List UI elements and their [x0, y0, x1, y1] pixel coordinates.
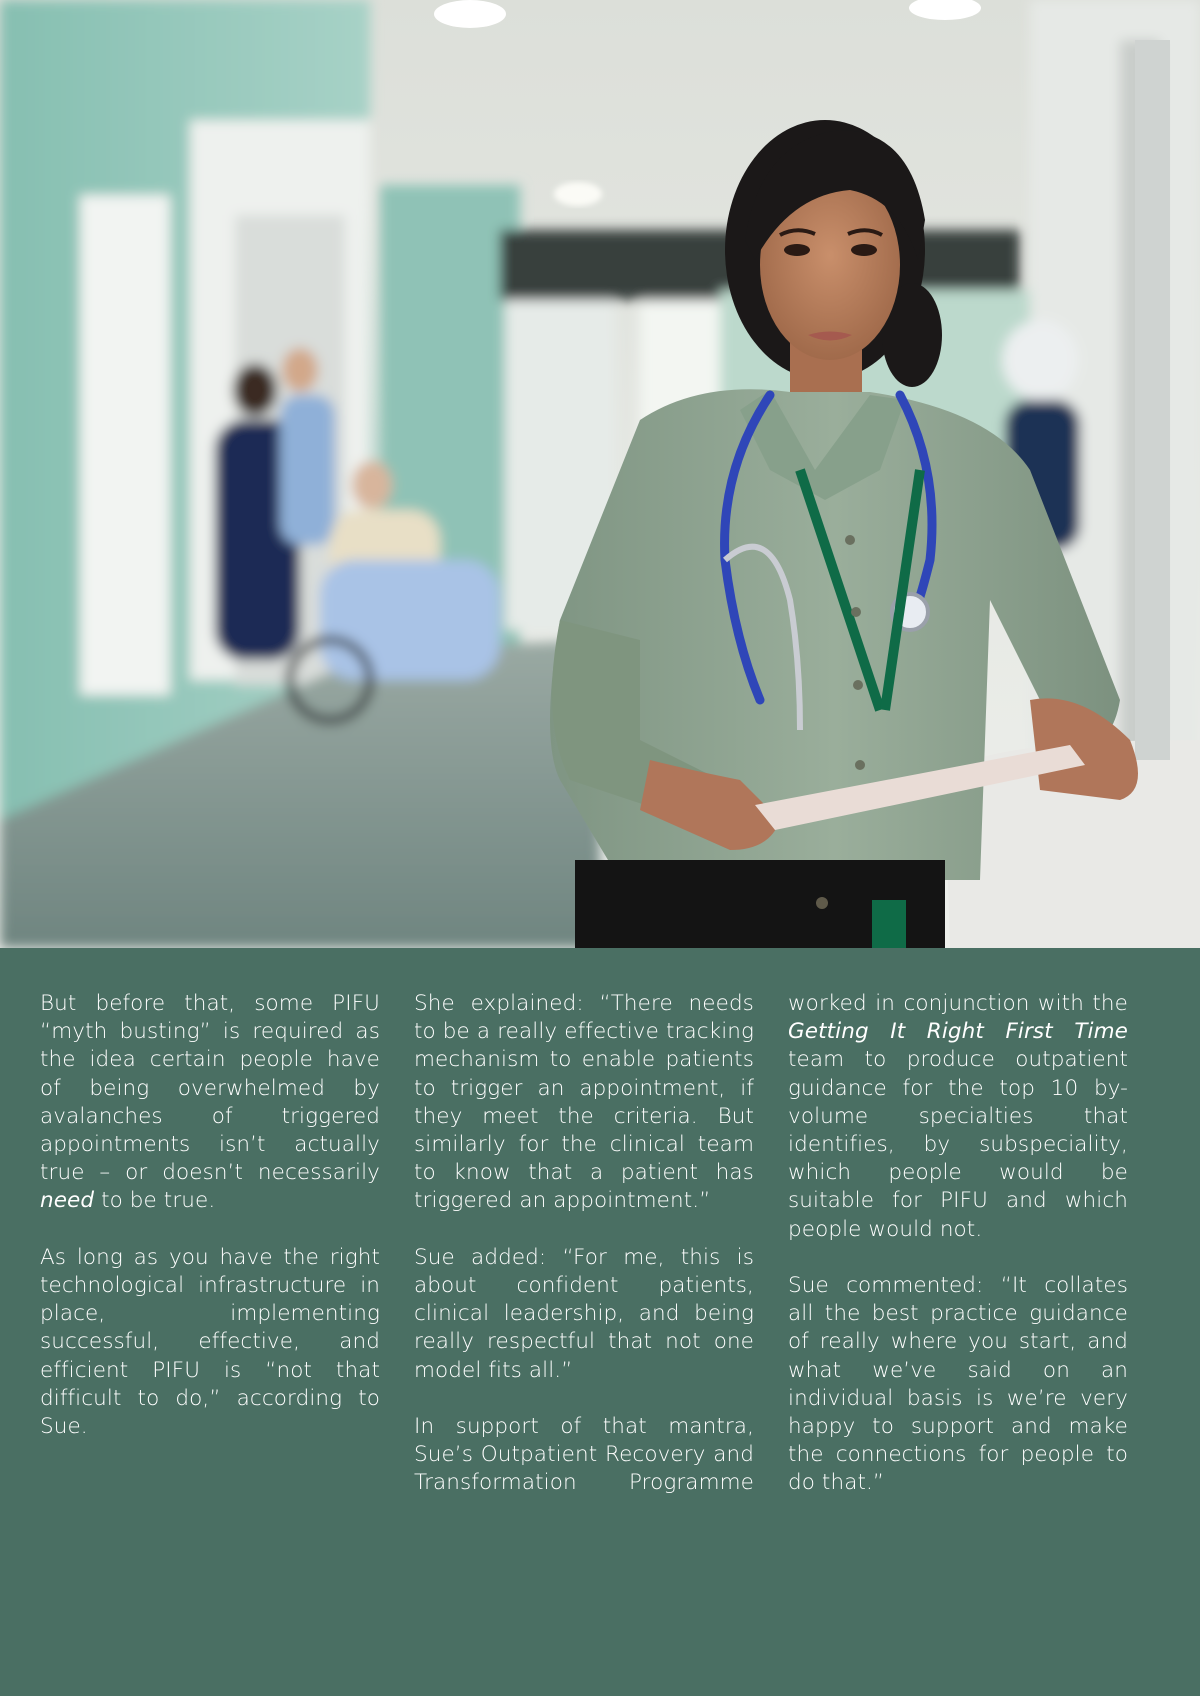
text-segment: As long as you have the right technological infrastructure in place, implementing successful, effective, and efficient PIFU is “not that difficult to do,” according to Sue. — [40, 1244, 380, 1440]
text-segment: In support of that mantra, Sue’s Outpatient Recovery and Transformation Programme — [414, 1414, 754, 1496]
text-segment: She explained: “There needs to be a really effective tracking mechanism to enable patients to trigger an appointment, if they meet the criteria. But similarly for the clinical team to know that a patient has triggered an appointment.” — [414, 991, 754, 1214]
paragraph — [414, 1244, 754, 1385]
article-text-panel — [0, 948, 1200, 1696]
paragraph-continued — [414, 1413, 754, 1498]
italic-text-segment: need — [40, 1188, 95, 1214]
text-segment: team to produce outpatient guidance for the top 10 by-volume specialties that identifies, by subspeciality, which people would be suitable for PIFU and which people would not. — [788, 1047, 1128, 1242]
article-column-3 — [788, 990, 1128, 1526]
text-segment: But before that, some PIFU “myth busting” is required as the idea certain people have of being overwhelmed by avalanches of triggered appointments isn’t actually true – or doesn’t necessarily — [40, 991, 380, 1186]
paragraph — [414, 990, 754, 1216]
text-segment: worked in conjunction with the — [788, 991, 1128, 1016]
article-columns — [40, 990, 1128, 1526]
text-segment: Sue commented: “It collates all the best practice guidance of really where you start, and what we’ve said on an individual basis is we’re very happy to support and make the connections for people to do that.” — [788, 1273, 1128, 1496]
paragraph — [40, 990, 380, 1216]
paragraph — [40, 1244, 380, 1441]
italic-text-segment: Getting It Right First Time — [788, 1019, 1128, 1045]
paragraph — [788, 1272, 1128, 1498]
article-column-1 — [40, 990, 380, 1526]
article-column-2 — [414, 990, 754, 1526]
text-segment: to be true. — [94, 1188, 216, 1214]
paragraph — [788, 990, 1128, 1244]
text-segment: Sue added: “For me, this is about confident patients, clinical leadership, and being really respectful that not one model fits all.” — [414, 1244, 754, 1383]
